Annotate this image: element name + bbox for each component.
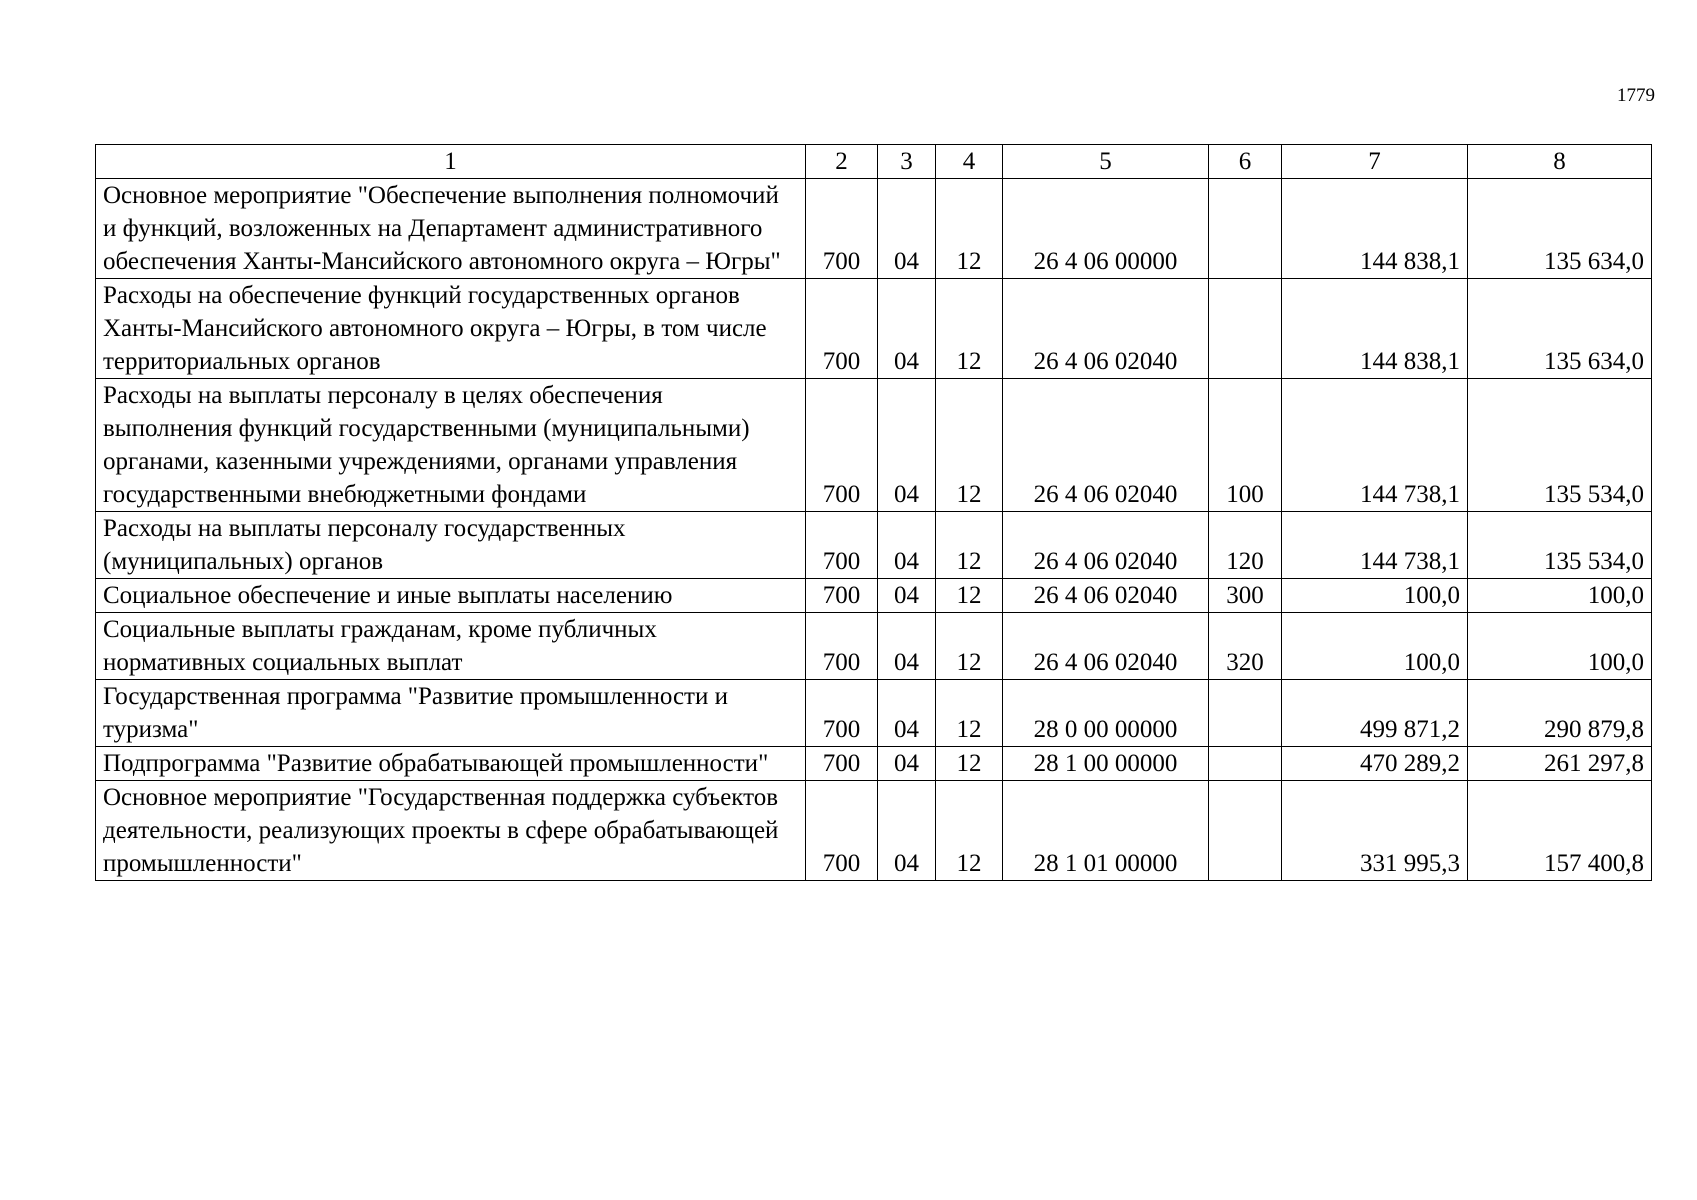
amount-2: 290 879,8	[1468, 680, 1652, 747]
row-description: Основное мероприятие "Обеспечение выполнения полномочий и функций, возложенных на Департамент административного обеспечения Ханты-Мансийского автономного округа – Югры"	[96, 179, 806, 279]
row-description: Расходы на выплаты персоналу в целях обеспечения выполнения функций государственными (муниципальными) органами, казенными учреждениями, органами управления государственными внебюджетными фондами	[96, 379, 806, 512]
section-code: 04	[878, 279, 936, 379]
amount-1: 470 289,2	[1282, 747, 1468, 781]
ministry-code: 700	[806, 512, 878, 579]
amount-2: 135 634,0	[1468, 279, 1652, 379]
row-description: Социальные выплаты гражданам, кроме публичных нормативных социальных выплат	[96, 613, 806, 680]
section-code: 04	[878, 613, 936, 680]
row-description: Социальное обеспечение и иные выплаты населению	[96, 579, 806, 613]
section-code: 04	[878, 379, 936, 512]
subsection-code: 12	[936, 379, 1003, 512]
amount-1: 100,0	[1282, 613, 1468, 680]
ministry-code: 700	[806, 179, 878, 279]
amount-1: 144 738,1	[1282, 512, 1468, 579]
expense-type-code	[1209, 680, 1282, 747]
table-row	[96, 379, 1652, 512]
subsection-code: 12	[936, 179, 1003, 279]
section-code: 04	[878, 781, 936, 881]
target-code: 26 4 06 02040	[1003, 579, 1209, 613]
table-row	[96, 613, 1652, 680]
amount-2: 157 400,8	[1468, 781, 1652, 881]
subsection-code: 12	[936, 579, 1003, 613]
ministry-code: 700	[806, 579, 878, 613]
amount-2: 135 534,0	[1468, 512, 1652, 579]
table-row	[96, 512, 1652, 579]
amount-1: 499 871,2	[1282, 680, 1468, 747]
column-header: 1	[96, 145, 806, 179]
amount-1: 144 838,1	[1282, 179, 1468, 279]
section-code: 04	[878, 747, 936, 781]
row-description: Расходы на выплаты персоналу государственных (муниципальных) органов	[96, 512, 806, 579]
table-row	[96, 279, 1652, 379]
column-header: 5	[1003, 145, 1209, 179]
expense-type-code	[1209, 781, 1282, 881]
target-code: 28 1 01 00000	[1003, 781, 1209, 881]
expense-type-code: 320	[1209, 613, 1282, 680]
expense-type-code	[1209, 279, 1282, 379]
ministry-code: 700	[806, 680, 878, 747]
expense-type-code: 300	[1209, 579, 1282, 613]
row-description: Расходы на обеспечение функций государственных органов Ханты-Мансийского автономного округа – Югры, в том числе территориальных органов	[96, 279, 806, 379]
ministry-code: 700	[806, 781, 878, 881]
subsection-code: 12	[936, 512, 1003, 579]
expense-type-code	[1209, 179, 1282, 279]
amount-1: 144 738,1	[1282, 379, 1468, 512]
expense-type-code	[1209, 747, 1282, 781]
section-code: 04	[878, 179, 936, 279]
ministry-code: 700	[806, 379, 878, 512]
table-row	[96, 747, 1652, 781]
table-row	[96, 179, 1652, 279]
column-header: 6	[1209, 145, 1282, 179]
target-code: 28 0 00 00000	[1003, 680, 1209, 747]
target-code: 26 4 06 02040	[1003, 379, 1209, 512]
target-code: 28 1 00 00000	[1003, 747, 1209, 781]
table-row	[96, 781, 1652, 881]
column-header: 7	[1282, 145, 1468, 179]
table-row	[96, 579, 1652, 613]
ministry-code: 700	[806, 613, 878, 680]
amount-2: 135 534,0	[1468, 379, 1652, 512]
amount-2: 100,0	[1468, 613, 1652, 680]
amount-2: 261 297,8	[1468, 747, 1652, 781]
column-header: 4	[936, 145, 1003, 179]
column-header: 3	[878, 145, 936, 179]
subsection-code: 12	[936, 279, 1003, 379]
row-description: Основное мероприятие "Государственная поддержка субъектов деятельности, реализующих проекты в сфере обрабатывающей промышленности"	[96, 781, 806, 881]
target-code: 26 4 06 02040	[1003, 613, 1209, 680]
amount-1: 100,0	[1282, 579, 1468, 613]
target-code: 26 4 06 02040	[1003, 279, 1209, 379]
amount-1: 144 838,1	[1282, 279, 1468, 379]
column-header: 8	[1468, 145, 1652, 179]
amount-2: 135 634,0	[1468, 179, 1652, 279]
page-number: 1779	[1617, 85, 1655, 106]
table-row	[96, 680, 1652, 747]
row-description: Государственная программа "Развитие промышленности и туризма"	[96, 680, 806, 747]
row-description: Подпрограмма "Развитие обрабатывающей промышленности"	[96, 747, 806, 781]
target-code: 26 4 06 00000	[1003, 179, 1209, 279]
subsection-code: 12	[936, 781, 1003, 881]
column-header: 2	[806, 145, 878, 179]
subsection-code: 12	[936, 747, 1003, 781]
expense-type-code: 120	[1209, 512, 1282, 579]
subsection-code: 12	[936, 613, 1003, 680]
target-code: 26 4 06 02040	[1003, 512, 1209, 579]
ministry-code: 700	[806, 747, 878, 781]
header-row	[96, 145, 1652, 179]
section-code: 04	[878, 579, 936, 613]
amount-2: 100,0	[1468, 579, 1652, 613]
section-code: 04	[878, 512, 936, 579]
section-code: 04	[878, 680, 936, 747]
ministry-code: 700	[806, 279, 878, 379]
expense-type-code: 100	[1209, 379, 1282, 512]
budget-table	[95, 144, 1652, 881]
amount-1: 331 995,3	[1282, 781, 1468, 881]
subsection-code: 12	[936, 680, 1003, 747]
